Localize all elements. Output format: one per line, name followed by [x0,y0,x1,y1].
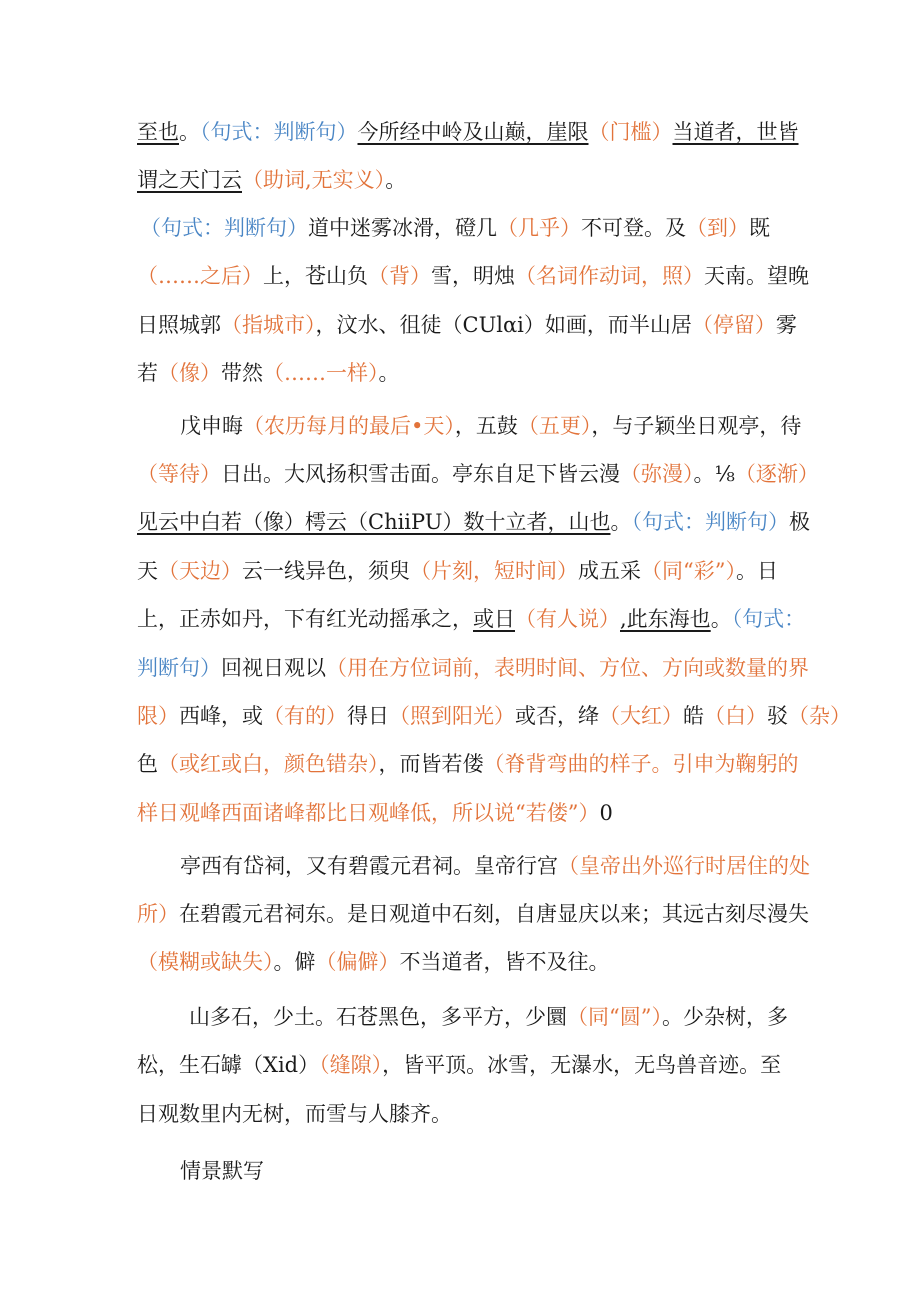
text-line [189,1003,788,1031]
text: 。 [385,168,407,192]
annotation: （脊背弯曲的样子。引申为鞠躬的 [483,752,799,776]
sentence-pattern-note: （句式：判断句） [200,120,358,144]
text-line [137,557,778,585]
annotation: （同“彩”） [641,559,736,583]
text: 不当道者，皆不及往。 [399,950,610,974]
text-line [137,118,799,146]
annotation: （有人说） [515,607,620,631]
text: 得日 [347,704,389,728]
sentence-pattern-note: （句式： [731,607,806,631]
text: 在碧霞元君祠东。是日观道中石刻，自唐显庆以来；其远古刻尽漫失 [179,902,809,926]
text: 。⅛ [693,462,735,486]
text-line [137,359,400,387]
text: 回视日观以 [221,656,326,680]
text: 带然 [221,361,263,385]
text: 既 [749,216,770,240]
underlined-text: 谓之天门云 [137,168,242,192]
text-line [180,412,801,440]
text: 。僻 [273,950,316,974]
text: 。 [610,510,632,534]
annotation: 限） [137,704,179,728]
underlined-text: ,此东海也 [620,607,711,631]
text: 西峰，或 [179,704,263,728]
text: 。日 [735,559,778,583]
annotation: （……一样） [263,361,379,385]
annotation: （等待） [137,462,221,486]
text: 天南。望晚 [704,264,809,288]
text: 或否，绛 [515,704,599,728]
annotation: （停留） [691,313,776,337]
text: 驳 [767,704,788,728]
annotation: （……之后） [137,264,263,288]
text-line [137,702,851,730]
text: 山多石，少土。石苍黑色，多平方，少圜 [189,1005,567,1029]
text-line [137,311,797,339]
text-line [137,508,810,536]
text-line [137,900,809,928]
annotation: （用在方位词前，表明时间、方位、方向或数量的界 [326,656,809,680]
annotation: （偏僻） [315,950,400,974]
text: 日照城郭 [137,313,221,337]
underlined-text: 见云中白若（像）樗云（ChiiPU）数十立者，山也 [137,510,611,534]
text-line [137,654,809,682]
text: 云一线异色，须臾 [242,559,410,583]
text: ，皆平顶。冰雪，无瀑水，无鸟兽音迹。至 [382,1053,782,1077]
text: 0 [599,801,613,825]
sentence-pattern-note: （句式：判断句） [631,510,789,534]
annotation: 所） [137,902,179,926]
text: 松，生石罅（Xid） [137,1053,320,1077]
section-heading: 情景默写 [180,1159,264,1183]
annotation: （背） [368,264,431,288]
text: ，与子颖坐日观亭，待 [591,414,802,438]
text: 亭西有岱祠，又有碧霞元君祠。皇帝行宫 [180,854,558,878]
text-line [137,1051,781,1079]
text: 色 [137,752,158,776]
underlined-text: 至也 [137,120,179,144]
annotation: （助词,无实义） [242,168,386,192]
annotation: （逐渐） [734,462,819,486]
sentence-pattern-note: 判断句） [137,656,221,680]
annotation: （弥漫） [620,462,694,486]
text-line [137,605,805,633]
text: ，而皆若偻 [378,752,484,776]
text: 皓 [683,704,704,728]
annotation: （白） [704,704,767,728]
annotation: （像） [158,361,221,385]
annotation: （有的） [263,704,347,728]
text: 雾 [775,313,797,337]
annotation: （到） [686,216,749,240]
annotation: （门槛） [588,120,673,144]
text-line [137,1100,452,1128]
text-line [137,166,406,194]
text: 雪，明烛 [431,264,515,288]
annotation: （农历每月的最后•天） [243,414,455,438]
text: 。 [378,361,400,385]
text: 日出。大风扬积雪击面。亭东自足下皆云漫 [221,462,620,486]
text-line [140,214,770,242]
underlined-text: 或日 [473,607,515,631]
text: 极 [788,510,810,534]
text: 不可登。及 [581,216,686,240]
text: 若 [137,361,158,385]
text-line [137,262,809,290]
annotation: （同“圆”） [567,1005,662,1029]
text: 日观数里内无树，而雪与人膝齐。 [137,1102,452,1126]
annotation: （模糊或缺失） [137,950,274,974]
text: 上，苍山负 [263,264,368,288]
text: 。 [710,607,732,631]
annotation: （天边） [158,559,242,583]
text: 天 [137,559,158,583]
annotation: （五更） [517,414,592,438]
text: 上，正赤如丹，下有红光动摇承之， [137,607,473,631]
text: 成五采 [578,559,641,583]
text-line [137,750,799,778]
text-line [137,948,610,976]
annotation: （杂） [788,704,851,728]
annotation: （缝隙） [319,1053,383,1077]
text: 戊申晦 [180,414,243,438]
text: ，汶水、徂徒（CUlαi）如画，而半山居 [315,313,692,337]
annotation: 样日观峰西面诸峰都比日观峰低，所以说“若偻”） [137,801,600,825]
text-line [180,852,810,880]
annotation: （照到阳光） [389,704,515,728]
text-line [137,799,613,827]
annotation: （名词作动词，照） [515,264,704,288]
annotation: （或红或白，颜色错杂） [158,752,379,776]
annotation: （大红） [599,704,683,728]
underlined-text: 今所经中岭及山巅，崖限 [357,120,589,144]
annotation: （皇帝出外巡行时居住的处 [558,854,810,878]
text: 。 [179,120,200,144]
annotation: （几乎） [497,216,581,240]
text: 。少杂树，多 [661,1005,788,1029]
sentence-pattern-note: （句式：判断句） [140,216,308,240]
annotation: （片刻，短时间） [410,559,578,583]
text: 道中迷雾冰滑，磴几 [308,216,497,240]
text-line [137,460,819,488]
text: ，五鼓 [454,414,518,438]
underlined-text: 当道者，世皆 [672,120,799,144]
annotation: （指城市） [221,313,316,337]
